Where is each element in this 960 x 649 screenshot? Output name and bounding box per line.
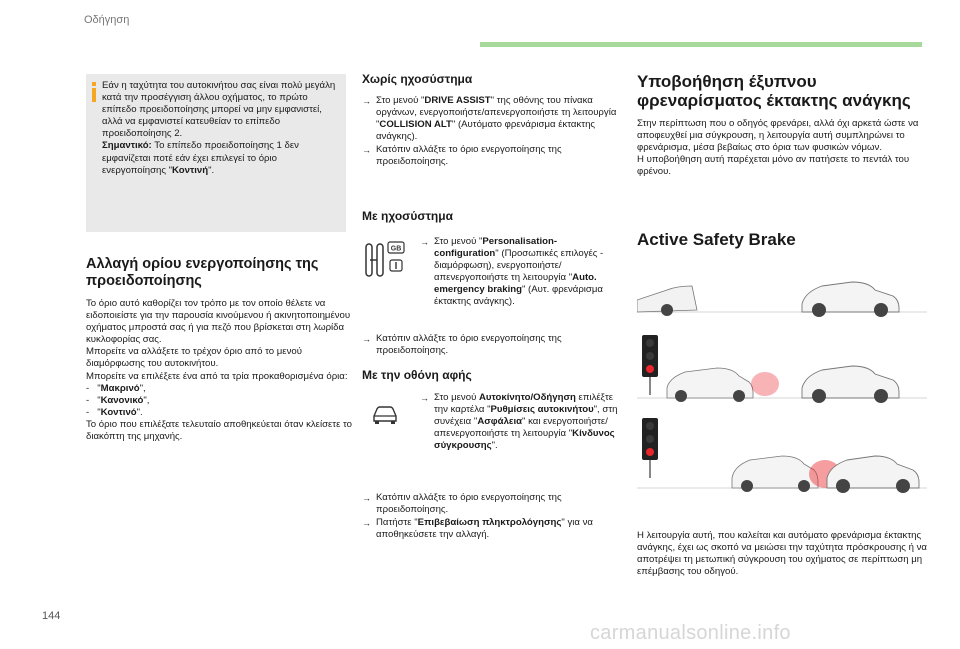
option-normal: Κανονικό xyxy=(100,394,144,406)
page-number: 144 xyxy=(42,610,61,622)
note-text xyxy=(102,80,340,177)
car-front-icon xyxy=(802,366,899,403)
para: Το όριο αυτό καθορίζει τον τρόπο με τον οποίο θέλετε να ειδοποιείστε για την παρουσία κινούμενου ή ακινητοποιημένου οχήματος μπροστά σας ή για πεζό που βρίσκεται στη λωρίδα κυκλοφορίας σας. xyxy=(86,298,351,346)
emergency-brake-assist-text xyxy=(637,118,927,178)
option-item: - "Κοντινό". xyxy=(86,406,143,418)
car-front-icon xyxy=(827,456,919,493)
header-accent-bar xyxy=(480,42,922,47)
active-safety-brake-illustration xyxy=(637,270,927,520)
step: → Κατόπιν αλλάξτε το όριο ενεργοποίησης της προειδοποίησης. xyxy=(362,144,624,168)
important-text: Το επίπεδο προειδοποίησης 1 δεν εμφανίζεται ποτέ εάν έχει επιλεγεί το όριο ενεργοποίησης " xyxy=(102,140,299,176)
step: → Στο μενού Αυτοκίνητο/Οδήγηση επιλέξτε την καρτέλα "Ρυθμίσεις αυτοκινήτου", στη συνέχεια "Ασφάλεια" και ενεργοποιήστε/ απενεργοποιήστε τη λειτουργία "Κίνδυνος σύγκρουσης". xyxy=(420,392,620,452)
car-rear-icon xyxy=(732,456,818,492)
option-far: Μακρινό xyxy=(100,382,140,394)
car-rear-icon xyxy=(637,286,697,316)
para: Στην περίπτωση που ο οδηγός φρενάρει, αλλά όχι αρκετά ώστε να αποφευχθεί μια σύγκρουση, η λειτουργία αυτή συμπληρώνει το φρενάρισμα, μέσα βεβαίως στο όρια των φυσικών νόμων. xyxy=(637,118,919,154)
no-audio-steps xyxy=(362,95,624,169)
step: → Στο μενού "DRIVE ASSIST" της οθόνης του πίνακα οργάνων, ενεργοποιήστε/απενεργοποιήστε τη λειτουργία "COLLISION ALT" (Αυτόματο φρενάρισμα έκτακτης ανάγκης). xyxy=(362,95,624,143)
active-safety-brake-text: Η λειτουργία αυτή, που καλείται και αυτόματο φρενάρισμα έκτακτης ανάγκης, έχει ως σκοπό να μειώσει την ταχύτητα πρόσκρουσης ή να αποτρέψει τη μετωπική σύγκρουση του οχήματος σε περίπτωση μη επέμβασης του οδηγού. xyxy=(637,530,927,578)
traffic-light-icon xyxy=(642,335,658,395)
threshold-heading: Αλλαγή ορίου ενεργοποίησης της προειδοποίησης xyxy=(86,256,319,289)
option-near: Κοντινό xyxy=(100,406,137,418)
watermark: carmanualsonline.info xyxy=(590,622,791,644)
traffic-light-icon xyxy=(642,418,658,478)
car-touchscreen-icon xyxy=(370,402,400,426)
section-title: Οδήγηση xyxy=(84,14,130,26)
step: → Πατήστε "Επιβεβαίωση πληκτρολόγησης" για να αποθηκεύσετε την αλλαγή. xyxy=(362,517,624,541)
audio-heading: Με ηχοσύστημα xyxy=(362,209,453,223)
touch-steps xyxy=(420,392,620,453)
car-front-icon xyxy=(802,282,899,317)
para: Το όριο που επιλέξατε τελευταίο αποθηκεύεται όταν κλείσετε το διακόπτη της μηχανής. xyxy=(86,418,353,443)
svg-text:GB: GB xyxy=(390,245,402,253)
important-bold: Κοντινή xyxy=(172,164,209,176)
para: Η υποβοήθηση αυτή παρέχεται μόνο αν πατήσετε το πεντάλ του φρένου. xyxy=(637,154,910,178)
step: → Κατόπιν αλλάξτε το όριο ενεργοποίησης της προειδοποίησης. xyxy=(362,492,624,516)
important-end: ". xyxy=(208,164,215,176)
audio-steps xyxy=(420,236,620,309)
emergency-brake-assist-heading: Υποβοήθηση έξυπνου φρεναρίσματος έκτακτης ανάγκης xyxy=(637,72,911,110)
car-rear-icon xyxy=(667,368,753,402)
no-audio-heading: Χωρίς ηχοσύστημα xyxy=(362,72,473,86)
note-para: Εάν η ταχύτητα του αυτοκινήτου σας είναι πολύ μεγάλη κατά την προσέγγιση άλλου οχήματος, το πρώτο επίπεδο προειδοποίησης μπορεί να μην εμφανιστεί, αλλά να εμφανιστεί κατευθείαν το επίπεδο προειδοποίησης 2. xyxy=(102,80,336,140)
para: Μπορείτε να επιλέξετε ένα από τα τρία προκαθορισμένα όρια: xyxy=(86,370,348,382)
note-important xyxy=(102,140,340,176)
audio-system-icon xyxy=(364,240,408,282)
important-label: Σημαντικό: xyxy=(102,140,152,152)
active-safety-brake-heading: Active Safety Brake xyxy=(637,230,796,249)
para: Μπορείτε να αλλάξετε το τρέχον όριο από το μενού διαμόρφωσης του αυτοκινήτου. xyxy=(86,346,302,370)
step: → Κατόπιν αλλάξτε το όριο ενεργοποίησης της προειδοποίησης. xyxy=(362,333,624,357)
option-item: - "Κανονικό", xyxy=(86,394,150,406)
note-box xyxy=(86,74,346,232)
threshold-text xyxy=(86,298,354,443)
option-item: - "Μακρινό", xyxy=(86,382,146,394)
touch-heading: Με την οθόνη αφής xyxy=(362,368,472,382)
step: → Στο μενού "Personalisation-configuration" (Προσωπικές επιλογές - διαμόρφωση), ενεργοποιήστε/απενεργοποιήστε τη λειτουργία "Auto. emergency braking" (Αυτ. φρενάρισμα έκτακτης ανάγκης). xyxy=(420,236,620,308)
info-icon xyxy=(92,82,96,102)
audio-steps-2 xyxy=(362,333,624,358)
final-steps xyxy=(362,492,624,542)
